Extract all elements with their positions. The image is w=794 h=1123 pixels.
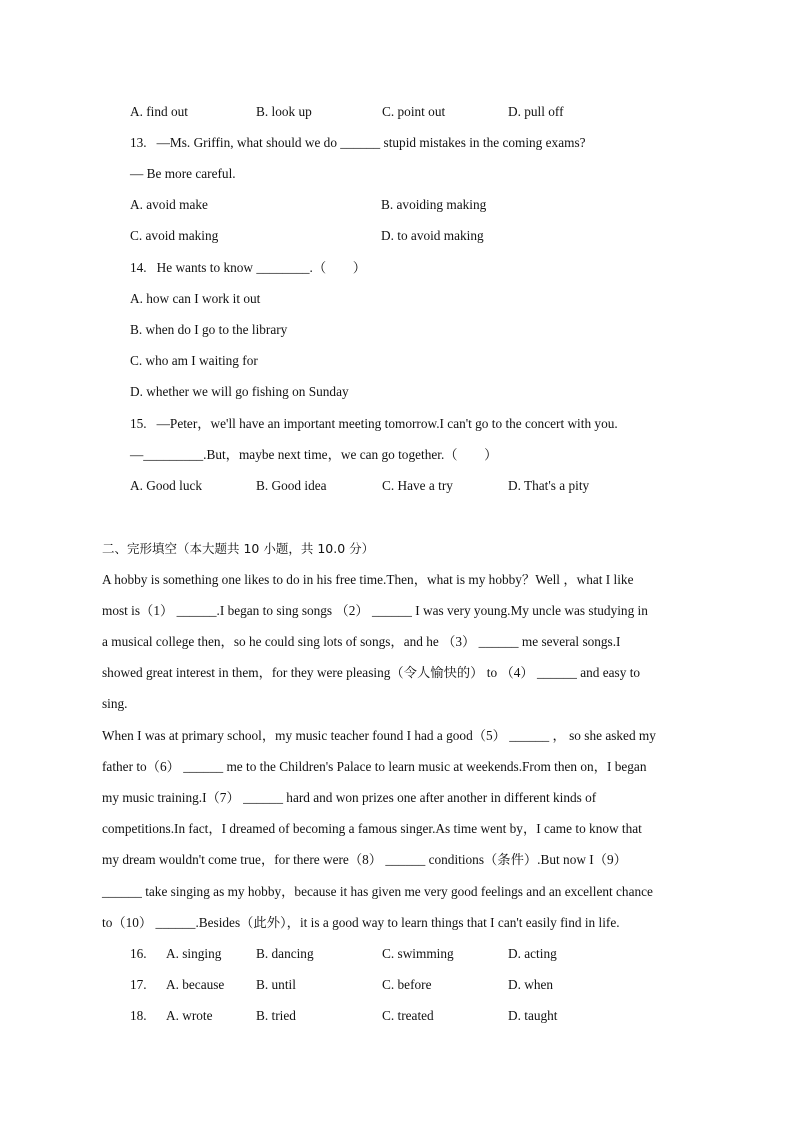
q13-option-d: D. to avoid making [381,228,484,243]
passage-line: A hobby is something one likes to do in his free time.Then，what is my hobby？Well ，what I like [102,572,634,587]
q17-option-d: D. when [508,977,554,992]
q14-option-b: B. when do I go to the library [130,322,288,337]
q14-stem-line [130,259,366,277]
q12-option-a: A. find out [130,104,188,119]
q15-option-b: B. Good idea [256,478,327,493]
q15-stem: —Peter，we'll have an important meeting tomorrow.I can't go to the concert with you. [156,416,618,431]
q15-option-c: C. Have a try [382,478,453,493]
passage-line: father to（6） ______ me to the Children's Palace to learn music at weekends.From then on，I began [102,759,647,774]
q13-reply: — Be more careful. [130,166,236,181]
q14-option-c: C. who am I waiting for [130,353,258,368]
q18-number: 18. [130,1008,147,1023]
q16-option-d: D. acting [508,946,557,961]
q13-stem-line [130,134,586,152]
q18-option-c: C. treated [382,1008,434,1023]
q17-option-b: B. until [256,977,296,992]
q17-number: 17. [130,977,147,992]
passage-line: a musical college then，so he could sing lots of songs，and he （3） ______ me several songs.I [102,634,621,649]
q16-number: 16. [130,946,147,961]
q15-option-a: A. Good luck [130,478,203,493]
q14-stem: He wants to know ________.（ ） [156,260,367,275]
q12-option-d: D. pull off [508,104,564,119]
q16-option-c: C. swimming [382,946,454,961]
passage-line: competitions.In fact，I dreamed of becoming a famous singer.As time went by，I came to know that [102,821,642,836]
q12-option-b: B. look up [256,104,312,119]
q16-option-b: B. dancing [256,946,314,961]
passage-line: ______ take singing as my hobby，because it has given me very good feelings and an excellent chance [102,884,653,899]
passage-line: to（10） ______.Besides（此外），it is a good way to learn things that I can't easily find in life. [102,915,620,930]
q16-option-a: A. singing [166,946,222,961]
q14-number: 14. [130,260,147,275]
section-2-title: 二、完形填空（本大题共 10 小题，共 10.0 分） [102,541,375,556]
q13-option-c: C. avoid making [130,228,219,243]
q18-option-b: B. tried [256,1008,296,1023]
q13-option-b: B. avoiding making [381,197,487,212]
passage-line: most is（1） ______.I began to sing songs （2） ______ I was very young.My uncle was studying in [102,603,648,618]
passage-line: When I was at primary school，my music teacher found I had a good（5） ______ ， so she asked my [102,728,656,743]
q18-option-d: D. taught [508,1008,558,1023]
passage-line: my dream wouldn't come true，for there were（8） ______ conditions（条件）.But now I（9） [102,852,627,867]
q14-option-a: A. how can I work it out [130,291,261,306]
q12-option-c: C. point out [382,104,446,119]
q14-option-d: D. whether we will go fishing on Sunday [130,384,349,399]
q13-option-a: A. avoid make [130,197,208,212]
q18-option-a: A. wrote [166,1008,213,1023]
q17-option-c: C. before [382,977,432,992]
q15-reply: —_________.But，maybe next time，we can go together.（ ） [130,447,498,462]
q15-option-d: D. That's a pity [508,478,590,493]
passage-line: showed great interest in them，for they were pleasing（令人愉快的） to （4） ______ and easy to [102,665,641,680]
passage-line: my music training.I（7） ______ hard and won prizes one after another in different kinds of [102,790,597,805]
q13-number: 13. [130,135,147,150]
q15-number: 15. [130,416,147,431]
q13-stem: —Ms. Griffin, what should we do ______ stupid mistakes in the coming exams? [156,135,586,150]
passage-line: sing. [102,696,128,711]
q15-stem-line [130,415,618,433]
q17-option-a: A. because [166,977,225,992]
